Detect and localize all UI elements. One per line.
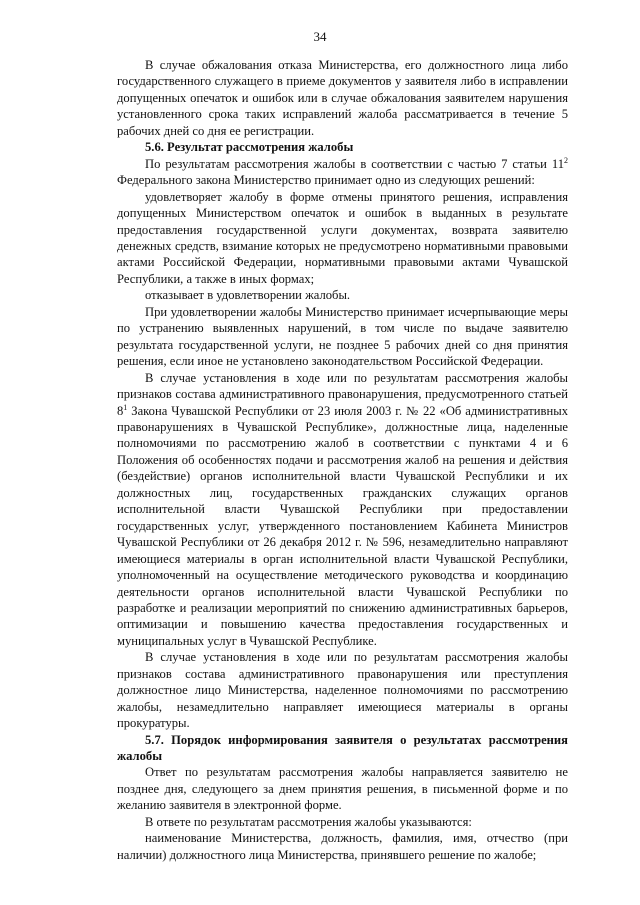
document-body [117, 57, 568, 863]
paragraph-remedy-measures: При удовлетворении жалобы Министерство принимает исчерпывающие меры по устранению выявленных нарушений, в том числе по выдаче заявителю результата государственной услуги, не позднее 5 рабочих дней со дня принятия решения, если иное не установлено законодательством Российской Федерации. [117, 304, 568, 369]
superscript-1: 1 [123, 402, 128, 412]
paragraph-decision-options: По результатам рассмотрения жалобы в соответствии с частью 7 статьи $11^2$ Федерального закона Министерство принимает одно из следующих решений: [117, 155, 568, 188]
paragraph-crime-prosecution: В случае установления в ходе или по результатам рассмотрения жалобы признаков состава административного правонарушения или преступления должностное лицо Министерства, наделенное полномочиями по рассмотрению жалобы, незамедлительно направляет имеющиеся материалы в органы прокуратуры. [117, 650, 568, 731]
paragraph-response-contents: В ответе по результатам рассмотрения жалобы указываются: [145, 814, 472, 829]
paragraph-response-deadline: Ответ по результатам рассмотрения жалобы направляется заявителю не позднее дня, следующего за днем принятия решения, в письменной форме и по желанию заявителя в электронной форме. [117, 765, 568, 813]
paragraph-refuse-complaint: отказывает в удовлетворении жалобы. [145, 288, 351, 303]
paragraph-response-official: наименование Министерства, должность, фамилия, имя, отчество (при наличии) должностного лица Министерства, принявшего решение по жалобе; [117, 831, 568, 862]
superscript-2: 2 [564, 155, 568, 165]
paragraph-satisfy-complaint: удовлетворяет жалобу в форме отмены принятого решения, исправления допущенных Министерством опечаток и ошибок в выданных в результате предоставления государственной услуги документах, возврата заявителю денежных средств, взимание которых не предусмотрено нормативными правовыми актами Российской Федерации, нормативными правовыми актами Чувашской Республики, а также в иных формах; [117, 189, 568, 286]
paragraph-administrative-offense: В случае установления в ходе или по результатам рассмотрения жалобы признаков состава административного правонарушения, предусмотренного статьей $8^1$ Закона Чувашской Республики от 23 июля 2003 г. № 22 «Об административных правонарушениях в Чувашской Республике», должностные лица, наделенные полномочиями по рассмотрению жалоб в соответствии с пунктами 4 и 6 Положения об особенностях подачи и рассмотрения жалоб на решения и действия (бездействие) органов исполнительной власти Чувашской Республики и их должностных лиц, государственных гражданских служащих органов исполнительной власти Чувашской Республики при предоставлении государственных услуг, утвержденного постановлением Кабинета Министров Чувашской Республики от 26 декабря 2012 г. № 596, незамедлительно направляют имеющиеся материалы в орган исполнительной власти Чувашской Республики, уполномоченный на осуществление методического руководства и координацию деятельности органов исполнительной власти Чувашской Республики по разработке и реализации мероприятий по снижению административных барьеров, оптимизации и повышению качества предоставления государственных и муниципальных услуг в Чувашской Республике. [117, 370, 568, 648]
paragraph-appeal-refusal: В случае обжалования отказа Министерства, его должностного лица либо государственного служащего в приеме документов у заявителя либо в исправлении допущенных опечаток и ошибок или в случае обжалования заявителем нарушения установленного срока таких исправлений жалоба рассматривается в течение 5 рабочих дней со дня ее регистрации. [117, 58, 568, 138]
page-number: 34 [313, 29, 327, 44]
section-heading-5-6: 5.6. Результат рассмотрения жалобы [145, 140, 354, 155]
section-heading-5-7: 5.7. Порядок информирования заявителя о результатах рассмотрения жалобы [117, 732, 568, 764]
